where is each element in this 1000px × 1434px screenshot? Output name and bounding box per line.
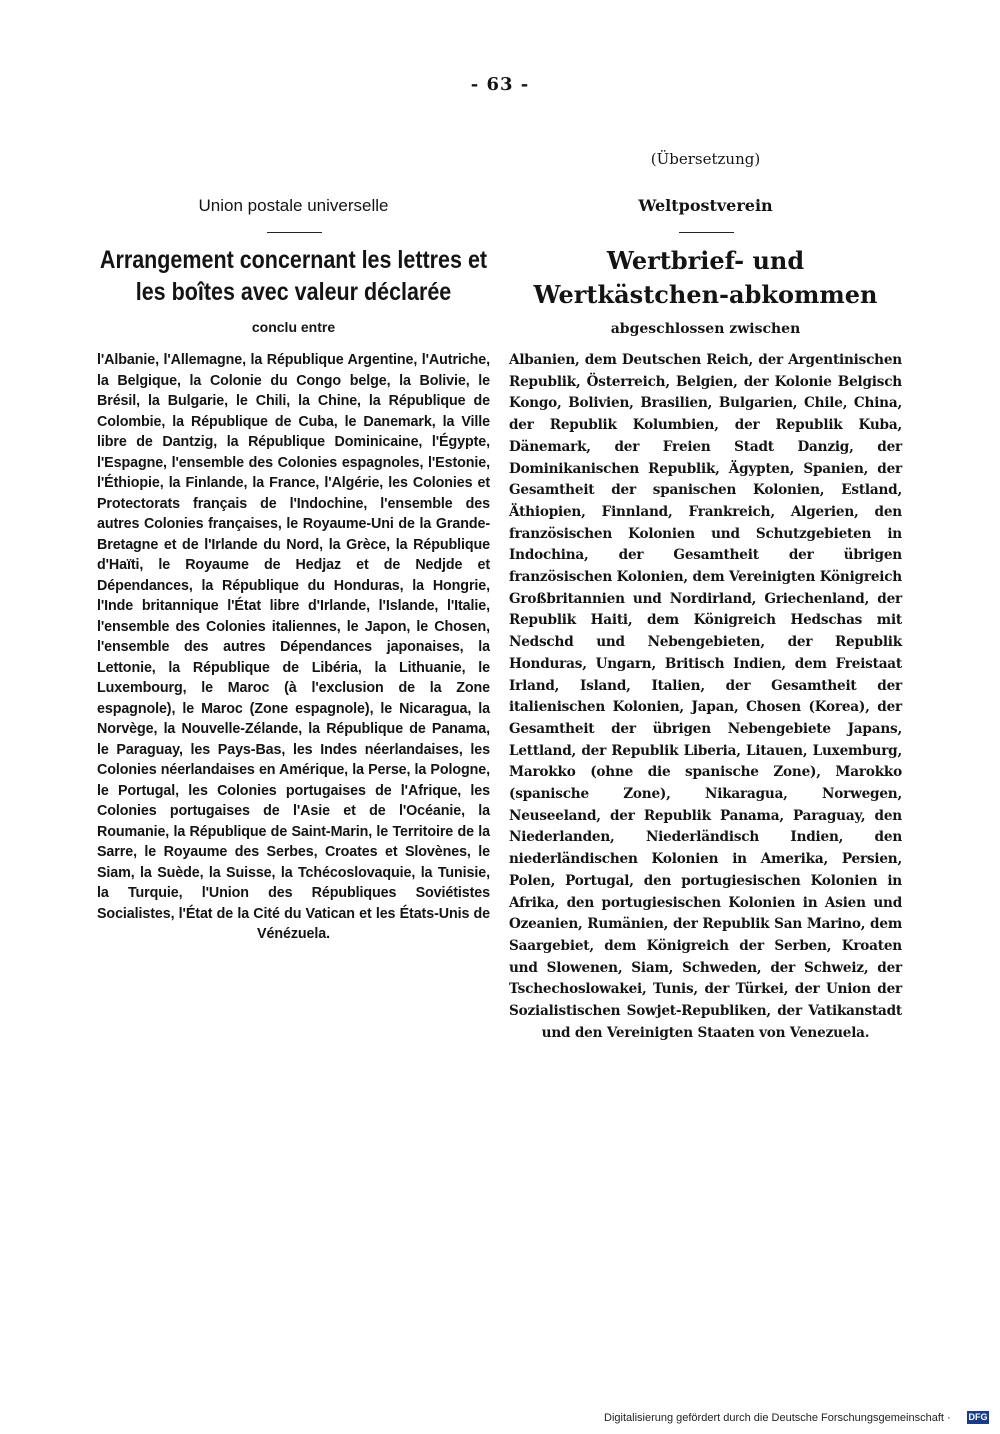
french-body: l'Albanie, l'Allemagne, la République Argentine, l'Autriche, la Belgique, la Colonie du Congo belge, la Bolivie, le Brésil, la Bulgarie, le Chili, la Chine, la République de Colombie, la République de Cuba, le Danemark, la Ville libre de Dantzig, la République Dominicaine, l'Égypte, l'Espagne, l'ensemble des Colonies espagnoles, l'Estonie, l'Éthiopie, la Finlande, la France, l'Algérie, les Colonies et Protectorats français de l'Indochine, l'ensemble des autres Colonies françaises, le Royaume-Uni de la Grande-Bretagne et de l'Irlande du Nord, la Grèce, la République d'Haïti, le Royaume de Hedjaz et de Nedjde et Dépendances, la République du Honduras, la Hongrie, l'Inde britannique l'État libre d'Irlande, l'Islande, l'Italie, l'ensemble des Colonies italiennes, le Japon, le Chosen, l'ensemble des autres Dépendances japonaises, la Lettonie, la République de Libéria, la Lithuanie, le Luxembourg, le Maroc (à l'exclusion de la Zone espagnole), le Maroc (Zone espagnole), le Nicaragua, la Norvège, la Nouvelle-Zélande, la République de Panama, le Paraguay, les Pays-Bas, les Indes néerlandaises, les Colonies néerlandaises en Amérique, la Perse, la Pologne, le Portugal, les Colonies portugaises de l'Afrique, les Colonies portugaises de l'Asie et de l'Océanie, la Roumanie, la République de Saint-Marin, le Territoire de la Sarre, le Royaume des Serbes, Croates et Slovènes, le Siam, la Suède, la Suisse, la Tchécoslovaquie, la Tunisie, la Turquie, l'Union des Républiques Soviétistes Socialistes, l'État de la Cité du Vatican et les États-Unis de Vénézuela. [97, 352, 490, 942]
translation-note: (Übersetzung) [650, 150, 761, 168]
german-title: Wertbrief- und Wertkästchen-abkommen [533, 246, 878, 309]
french-divider [267, 232, 322, 233]
french-title: Arrangement concernant les lettres et les boîtes avec valeur déclarée [99, 246, 488, 306]
dfg-logo: DFG [968, 1412, 988, 1422]
french-kicker: Union postale universelle [198, 196, 389, 215]
german-kicker: Weltpostverein [638, 196, 773, 215]
french-subtitle: conclu entre [251, 319, 336, 335]
german-body: Albanien, dem Deutschen Reich, der Argentinischen Republik, Österreich, Belgien, der Kolonie Belgisch Kongo, Bolivien, Brasilien, Bulgarien, Chile, China, der Republik Kolumbien, der Republik Kuba, Dänemark, der Freien Stadt Danzig, der Dominikanischen Republik, Ägypten, Spanien, der Gesamtheit der spanischen Kolonien, Estland, Äthiopien, Finnland, Frankreich, Algerien, den französischen Kolonien und Schutzgebieten in Indochina, der Gesamtheit der übrigen französischen Kolonien, dem Vereinigten Königreich Großbritannien und Nordirland, Griechenland, der Republik Haiti, dem Königreich Hedschas mit Nedschd und Nebengebieten, der Republik Honduras, Ungarn, Britisch Indien, dem Freistaat Irland, Island, Italien, der Gesamtheit der italienischen Kolonien, Japan, Chosen (Korea), der Gesamtheit der übrigen Nebengebiete Japans, Lettland, der Republik Liberia, Litauen, Luxemburg, Marokko (ohne die spanische Zone), Marokko (spanische Zone), Nikaragua, Norwegen, Neuseeland, der Republik Panama, Paraguay, den Niederlanden, Niederländisch Indien, den niederländischen Kolonien in Amerika, Persien, Polen, Portugal, den portugiesischen Kolonien in Afrika, den portugiesischen Kolonien in Asien und Ozeanien, Rumänien, der Republik San Marino, dem Saargebiet, dem Königreich der Serben, Kroaten und Slowenen, Siam, Schweden, der Schweiz, der Tschechoslowakei, Tunis, der Türkei, der Union der Sozialistischen Sowjet-Republiken, der Vatikanstadt und den Vereinigten Staaten von Venezuela. [509, 352, 902, 1041]
digitization-footer: Digitalisierung gefördert durch die Deutsche Forschungsgemeinschaft · [604, 1412, 951, 1424]
page-number: - 63 - [470, 74, 530, 95]
german-subtitle: abgeschlossen zwischen [610, 321, 801, 337]
german-divider [679, 232, 734, 233]
